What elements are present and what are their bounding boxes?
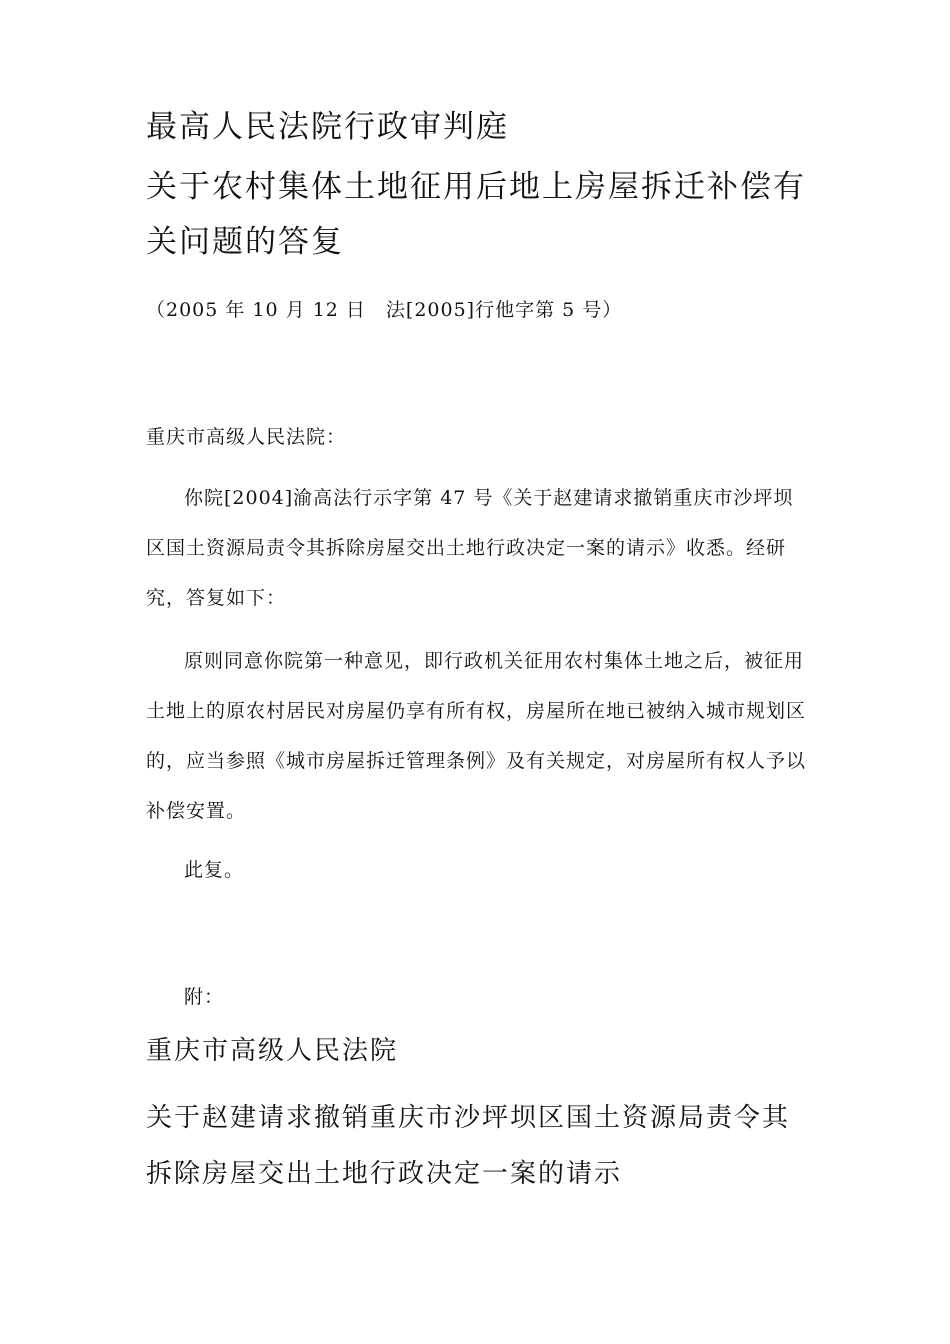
paragraph-1: 你院[2004]渝高法行示字第 47 号《关于赵建请求撤销重庆市沙坪坝区国土资源局责令其拆除房屋交出土地行政决定一案的请示》收悉。经研究，答复如下： <box>146 487 794 609</box>
document-title-subject: 关于农村集体土地征用后地上房屋拆迁补偿有关问题的答复 <box>146 169 806 260</box>
addressee: 重庆市高级人民法院： <box>146 426 347 448</box>
document-number: （2005 年 10 月 12 日 法[2005]行他字第 5 号） <box>146 299 623 321</box>
attachment-title-issuer: 重庆市高级人民法院 <box>146 1036 399 1066</box>
attachment-label: 附： <box>184 986 225 1008</box>
paragraph-2: 原则同意你院第一种意见，即行政机关征用农村集体土地之后，被征用土地上的原农村居民对房屋仍享有所有权，房屋所在地已被纳入城市规划区的，应当参照《城市房屋拆迁管理条例》及有关规定，对房屋所有权人予以补偿安置。 <box>146 650 807 822</box>
document-title-issuer: 最高人民法院行政审判庭 <box>146 109 509 145</box>
closing-remark: 此复。 <box>184 859 245 881</box>
attachment-title-subject: 关于赵建请求撤销重庆市沙坪坝区国土资源局责令其拆除房屋交出土地行政决定一案的请示 <box>146 1103 791 1189</box>
